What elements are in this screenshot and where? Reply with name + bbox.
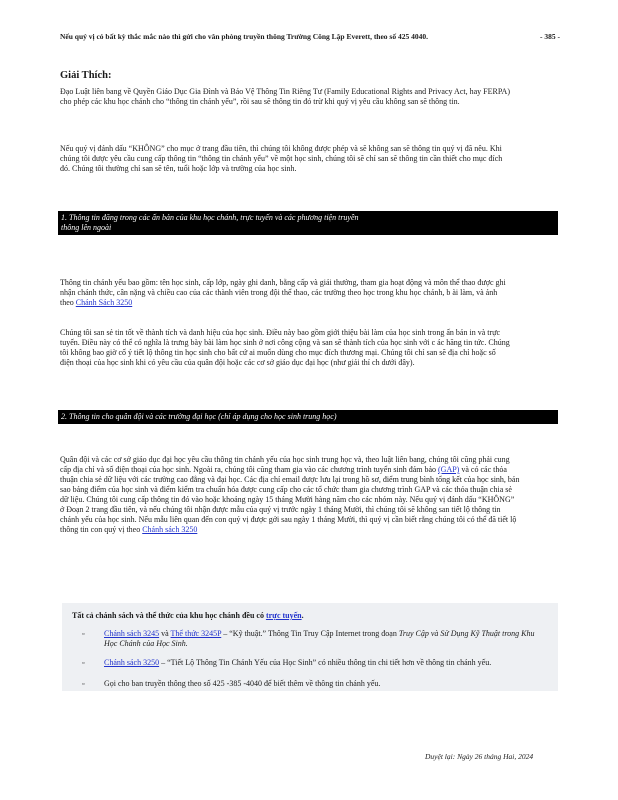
box-title-text: Tất cả chánh sách và thể thức của khu học chánh đều có bbox=[72, 611, 264, 620]
list-item-text: Gọi cho ban truyền thông theo số 425 -385 -4040 để biết thêm về thông tin chánh yếu. bbox=[104, 679, 381, 688]
list-item-text bbox=[104, 658, 544, 668]
intro-paragraph-2: Nếu quý vị đánh dấu “KHÔNG” cho mục ở trang đầu tiên, thì chúng tôi không được phép và sẽ không san sẽ thông tin quý vị đã nêu. Khi chúng tôi được yêu cầu cung cấp thông tin “thông tin chánh yếu” về một học sinh, chúng tôi sẽ chỉ san sẽ thông tin cần thiết cho mục đích đó. Chúng tôi thường chỉ san sẽ tên, tuổi hoặc lớp và trường của học sinh. bbox=[60, 144, 503, 173]
section1-heading-line1: 1. Thông tin đăng trong các ấn bản của khu học chánh, trực tuyến và các phương tiện truyền bbox=[61, 213, 359, 222]
and-text: và bbox=[161, 629, 169, 638]
policies-box bbox=[62, 603, 558, 691]
item-desc: – “Kỹ thuật.” Thông Tin Truy Cập Internet trong đoạn bbox=[223, 629, 397, 638]
section1-paragraph-2: Chúng tôi san sẻ tin tốt về thành tích và danh hiệu của học sinh. Điều này bao gồm giới thiệu bài làm của học sinh trong ấn bản in và trực tuyến. Điều này có thể có nghĩa là trưng bày bài làm học sinh ở nơi công cộng và san sẽ thành tích của học sinh với c ác hãng tin tức. Chúng tôi không bao giờ cố ý tiết lộ thông tin học sinh cho bất cứ ai muốn dùng cho mục đích thương mại. Chúng tôi chỉ san sẽ địa chỉ hoặc số điện thoại của học sinh khi có yêu cầu của quân đội hoặc các cơ sở giáo dục đại học (như giải thí ch dưới đây). bbox=[60, 328, 510, 367]
box-title-end: . bbox=[301, 611, 304, 620]
intro-paragraph-1: Đạo Luật liên bang về Quyền Giáo Dục Gia Đình và Bảo Vệ Thông Tin Riêng Tư (Family Educational Rights and Privacy Act, hay FERPA) cho phép các khu học chánh cho “thông tin chánh yếu”, rồi sau sẽ thông tin đó trừ khi quý vị yêu cầu không san sẽ thông tin. bbox=[60, 87, 510, 106]
procedure-3245p-link[interactable]: Thể thức 3245P bbox=[170, 629, 222, 638]
revision-date: Duyệt lại: Ngày 26 tháng Hai, 2024 bbox=[425, 752, 534, 761]
policy-3245-link[interactable]: Chánh sách 3245 bbox=[104, 629, 160, 638]
bullet-icon: ▫ bbox=[82, 680, 85, 688]
policy-3250-link-2[interactable]: Chánh sách 3250 bbox=[142, 525, 198, 534]
page-title: Giải Thích: bbox=[60, 70, 112, 81]
bullet-icon: ▫ bbox=[82, 630, 85, 638]
bullet-icon: ▫ bbox=[82, 659, 85, 667]
policy-3250-link-3[interactable]: Chánh sách 3250 bbox=[104, 658, 160, 667]
header-text: Nếu quý vị có bất kỳ thắc mắc nào thì gửi cho văn phòng truyền thông Trường Công Lập Everett, theo số 425 4040. bbox=[60, 32, 428, 41]
section2-text-a: Quân đội và các cơ sở giáo dục đại học yêu cầu thông tin chánh yếu của học sinh trung học và, theo luật liên bang, chúng tôi cũng phải cung cấp địa chỉ và số điện thoại của học sinh. Ngoài ra, chúng tôi cũng tham gia vào các chương trình tuyển sinh đảm bảo bbox=[60, 455, 510, 474]
section1-paragraph-1 bbox=[60, 278, 510, 308]
list-item-text bbox=[104, 629, 544, 649]
section1-heading bbox=[58, 211, 558, 235]
online-link[interactable]: trực tuyến bbox=[265, 611, 302, 620]
section1-p1-text: Thông tin chánh yếu bao gồm: tên học sinh, cấp lớp, ngày ghi danh, bằng cấp và giải thưởng, tham gia hoạt động và môn thể thao được ghi nhận chánh thức, cân nặng và chiều cao của các thành viên trong đội thể thao, các trường theo học trong khu học chánh, b ài làm, và ảnh theo bbox=[60, 278, 506, 307]
section2-text-b: và có các thỏa thuận chia sẻ dữ liệu với các trường cao đẳng và đại học. Các địa chỉ email được lưu lại trong hồ sơ, điểm trung bình tổng kết của học sinh, bản sao bảng điểm của học sinh và điểm kiểm tra chuẩn hóa được cung cấp cho các tổ chức tham gia chương trình GAP và các thỏa thuận chia sẻ dữ liệu. Chúng tôi cung cấp thông tin đó vào hoặc khoảng ngày 15 tháng Mười hàng năm cho các nhóm này. Nếu quý vị đánh dấu “KHÔNG” ở Đoạn 2 trang đầu tiên, và nếu chúng tôi nhận được mẫu của quý vị trước ngày 1 tháng Mười, thì chúng tôi sẽ không san tiết lộ thông tin chánh yếu của học sinh. Nếu mẫu liên quan đến con quý vị được gởi sau ngày 1 tháng Mười, thì quý vị cần biết rằng chúng tôi có thể đã tiết lộ thông tin con quý vị theo bbox=[60, 465, 520, 534]
page-number: - 385 - bbox=[540, 32, 560, 41]
section2-paragraph bbox=[60, 455, 520, 535]
box-title bbox=[72, 611, 304, 621]
section1-heading-line2: thông lên ngoài bbox=[61, 223, 112, 232]
page-header bbox=[60, 32, 560, 42]
item-italic: Truy Cập và Sử Dụng Kỹ Thuật trong Khu Học Chánh của Học Sinh. bbox=[104, 629, 535, 648]
item-desc: – “Tiết Lộ Thông Tin Chánh Yếu của Học Sinh” có nhiều thông tin chi tiết hơn về thông tin chánh yếu. bbox=[161, 658, 492, 667]
section2-heading-text: 2. Thông tin cho quân đội và các trường đại học (chỉ áp dụng cho học sinh trung học) bbox=[61, 412, 337, 421]
policy-3250-link[interactable]: Chánh Sách 3250 bbox=[75, 298, 133, 307]
gap-link[interactable]: (GAP) bbox=[438, 465, 460, 474]
section2-heading bbox=[58, 410, 558, 424]
